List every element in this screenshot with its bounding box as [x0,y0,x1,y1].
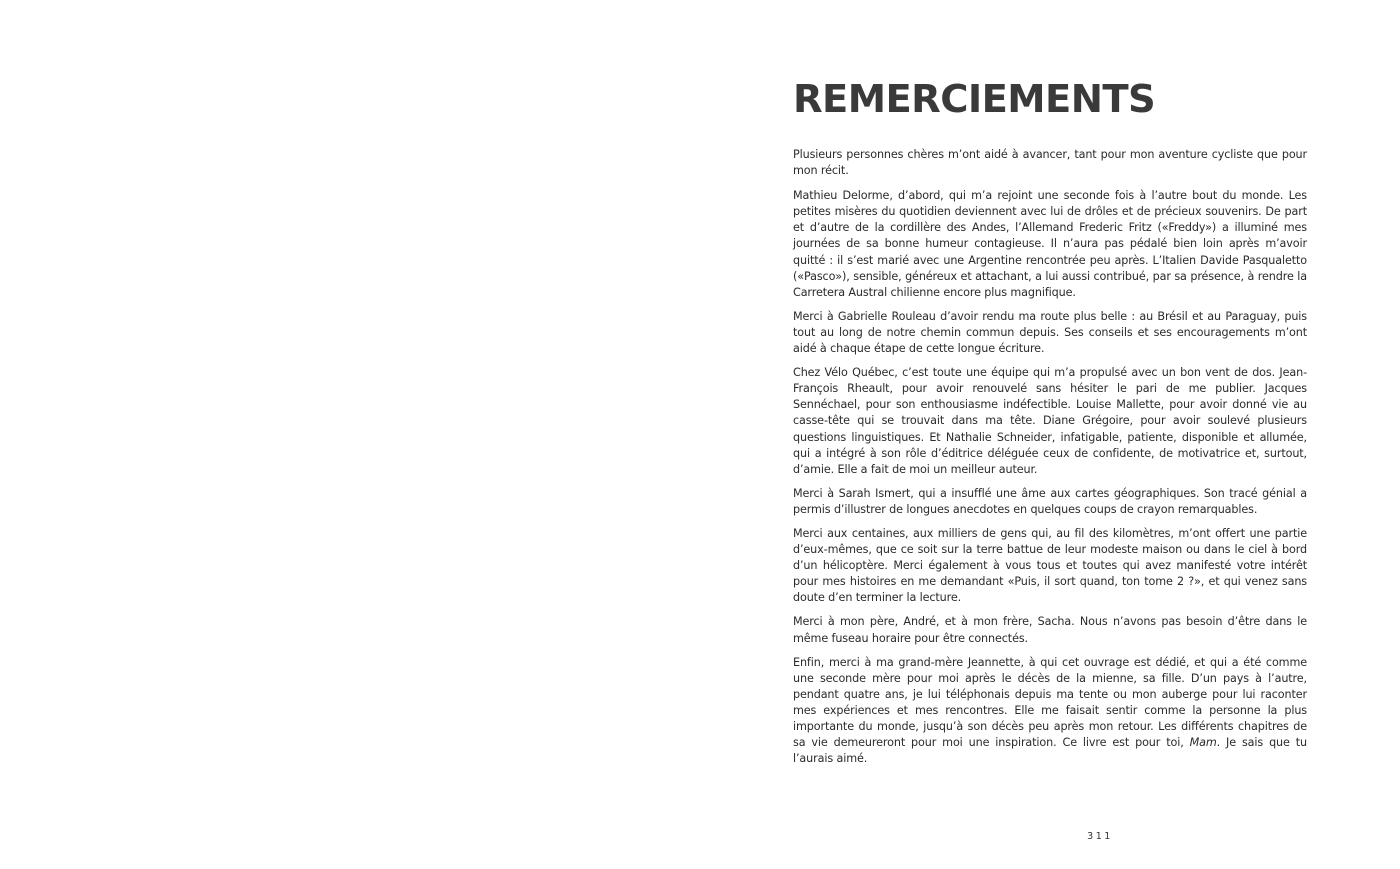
paragraph: Plusieurs personnes chères m’ont aidé à avancer, tant pour mon aventure cycliste que pour mon récit. [793,148,1307,178]
paragraph-text: . Je sais que tu l’aurais aimé. [793,736,1307,766]
italic-dedication-name: Mam [1189,736,1217,750]
paragraph-text: Enfin, merci à ma grand-mère Jeannette, à qui cet ouvrage est dédié, et qui a été comme une seconde mère pour moi après le décès de la mienne, sa fille. D’un pays à l’autre, pendant quatre ans, je lui téléphonais depuis ma tente ou mon auberge pour lui raconter mes expériences et mes rencontres. Elle me faisait sentir comme la personne la plus importante du monde, jusqu’à son décès peu après mon retour. Les différents chapitres de sa vie demeureront pour moi une inspiration. Ce livre est pour toi, [793,655,1307,750]
paragraph: Mathieu Delorme, d’abord, qui m’a rejoint une seconde fois à l’autre bout du monde. Les petites misères du quotidien deviennent avec lui de drôles et de précieux souvenirs. De part et d’autre de la cordillère des Andes, l’Allemand Frederic Fritz («Freddy») a illuminé mes journées de sa bonne humeur contagieuse. Il n’aura pas pédalé bien loin après m’avoir quitté : il s’est marié avec une Argentine rencontrée peu après. L’Italien Davide Pasqualetto («Pasco»), sensible, généreux et attachant, a lui aussi contribué, par sa présence, à rendre la Carretera Austral chilienne encore plus magnifique. [793,189,1307,299]
paragraph: Merci à Sarah Ismert, qui a insufflé une âme aux cartes géographiques. Son tracé génial a permis d’illustrer de longues anecdotes en quelques coups de crayon remarquables. [793,486,1307,516]
paragraph: Merci à mon père, André, et à mon frère, Sacha. Nous n’avons pas besoin d’être dans le même fuseau horaire pour être connectés. [793,615,1307,645]
page-number [700,831,1400,842]
paragraph-final [793,655,1307,768]
right-page [700,0,1400,869]
paragraph: Merci aux centaines, aux milliers de gens qui, au fil des kilomètres, m’ont offert une partie d’eux-mêmes, que ce soit sur la terre battue de leur modeste maison ou dans le ciel à bord d’un hélicoptère. Merci également à vous tous et toutes qui avez manifesté votre intérêt pour mes histoires en me demandant «Puis, il sort quand, ton tome 2 ?», et qui venez sans doute d’en terminer la lecture. [793,526,1307,605]
paragraph: Chez Vélo Québec, c’est toute une équipe qui m’a propulsé avec un bon vent de dos. Jean-François Rheault, pour avoir renouvelé sans hésiter le pari de me publier. Jacques Sennéchael, pour son enthousiasme indéfectible. Louise Mallette, pour avoir donné vie au casse-tête qui se trouvait dans ma tête. Diane Grégoire, pour avoir soulevé plusieurs questions linguistiques. Et Nathalie Schneider, infatigable, patiente, disponible et allumée, qui a intégré à son rôle d’éditrice déléguée ceux de confidente, de motivatrice et, surtout, d’amie. Elle a fait de moi un meilleur auteur. [793,366,1307,476]
paragraph: Merci à Gabrielle Rouleau d’avoir rendu ma route plus belle : au Brésil et au Paraguay, puis tout au long de notre chemin commun depuis. Ses conseils et ses encouragements m’ont aidé à chaque étape de cette longue écriture. [793,309,1307,356]
chapter-heading: REMERCIEMENTS [793,77,1156,122]
acknowledgements-body [793,147,1307,775]
page-number-text: 311 [1087,831,1113,842]
